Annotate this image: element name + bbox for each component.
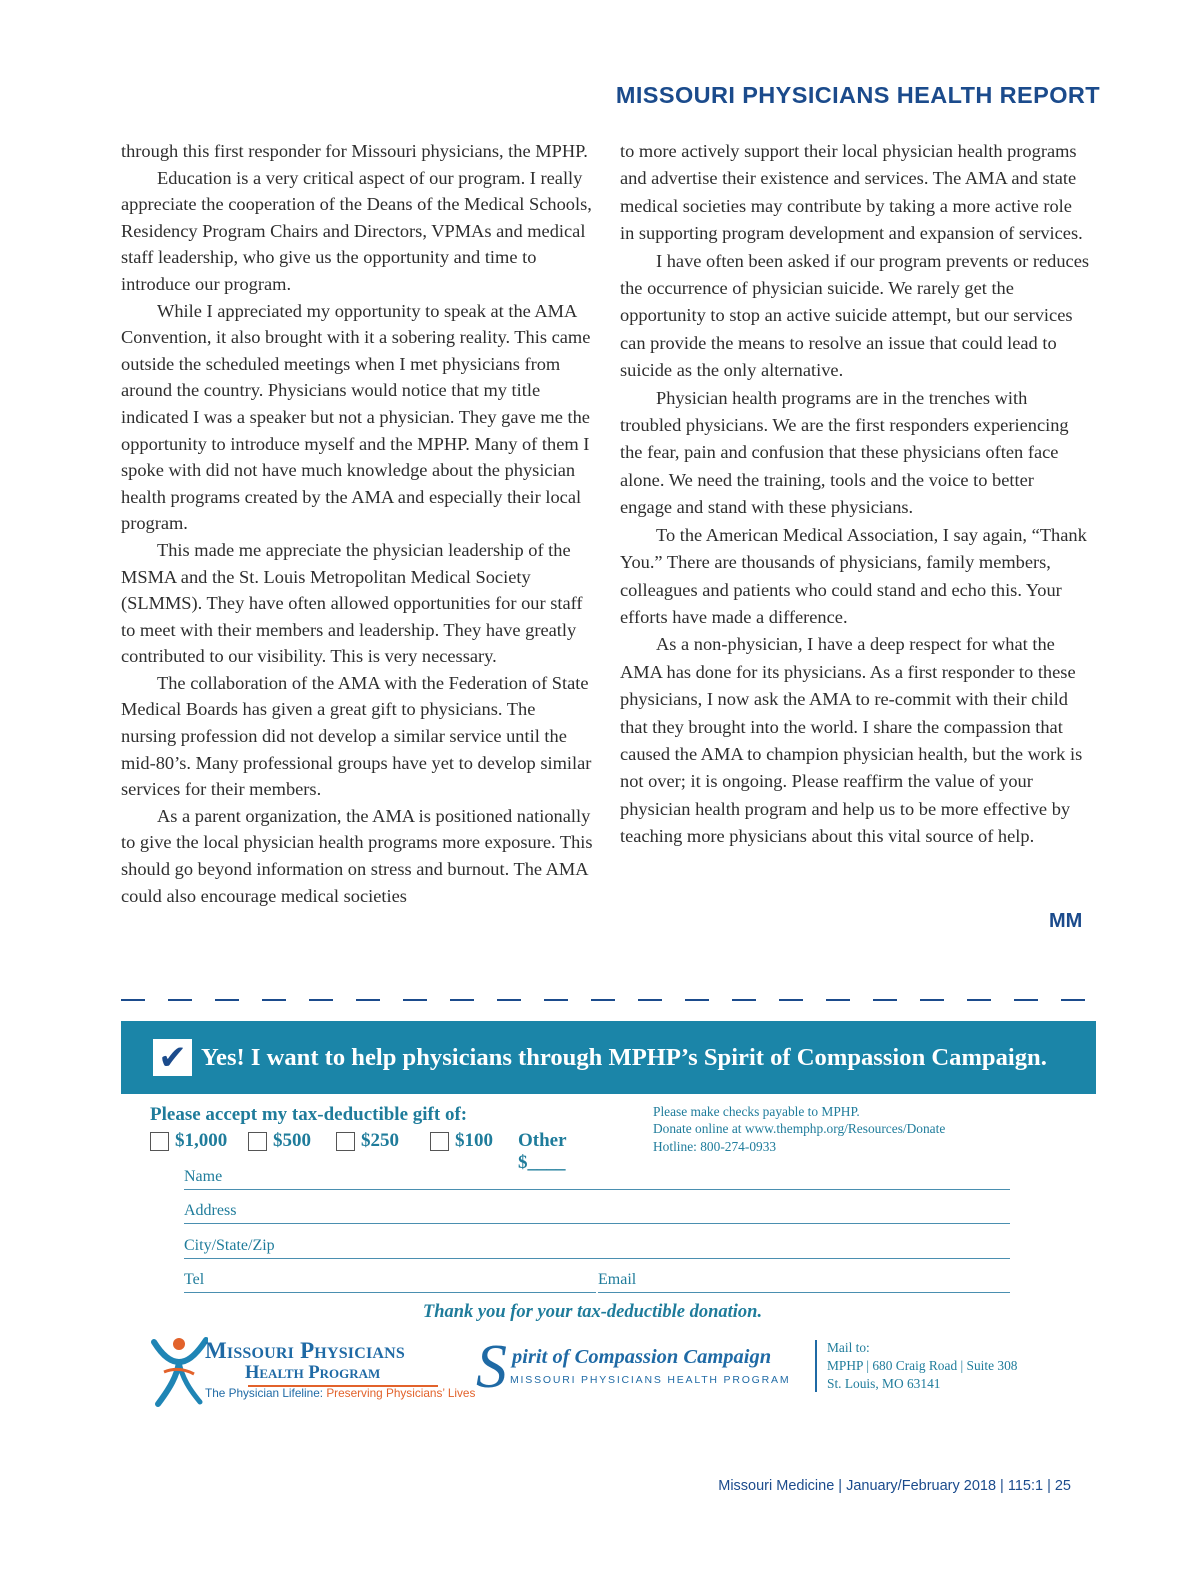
donate-online-text: Donate online at www.themphp.org/Resources/Donate [653, 1121, 946, 1137]
paragraph: While I appreciated my opportunity to speak at the AMA Convention, it also brought with it a sobering reality. This came outside the scheduled meetings when I met physicians from around the country. Physicians would notice that my title indicated I was a speaker but not a physician. They gave me the opportunity to introduce myself and the MPHP. Many of them I spoke with did not have much knowledge about the physician health programs created by the AMA and especially their local program. [121, 300, 591, 534]
mail-divider [815, 1340, 817, 1392]
name-field[interactable] [184, 1168, 1010, 1190]
address-field[interactable] [184, 1202, 1010, 1224]
checkbox-icon[interactable] [248, 1132, 267, 1151]
tel-field[interactable] [184, 1271, 596, 1293]
email-field-label: Email [598, 1271, 637, 1288]
paragraph: Physician health programs are in the trenches with troubled physicians. We are the first responders experiencing the fear, pain and confusion that these physicians often face alone. We need the training, tools and the voice to better engage and stand with these physicians. [620, 387, 1069, 518]
page-footer: Missouri Medicine | January/February 2018 | 115:1 | 25 [718, 1478, 1071, 1494]
mphp-logo [150, 1332, 476, 1408]
city-state-zip-field[interactable] [184, 1237, 1010, 1259]
spirit-logo-subtitle: MISSOURI PHYSICIANS HEALTH PROGRAM [510, 1374, 791, 1386]
mail-label: Mail to: [827, 1340, 870, 1355]
tel-field-label: Tel [184, 1271, 205, 1288]
paragraph: As a parent organization, the AMA is positioned nationally to give the local physician health programs more exposure. This should go beyond information on stress and burnout. The AMA could also encourage medical societies [121, 805, 593, 906]
gift-amount-label: $1,000 [175, 1130, 228, 1151]
mphp-logo-line2: Health Program [245, 1363, 381, 1383]
author-signature: MM [1049, 910, 1083, 932]
thank-you-note: Thank you for your tax-deductible donation. [422, 1302, 763, 1322]
mphp-tagline: The Physician Lifeline: Preserving Physicians’ Lives [205, 1386, 476, 1400]
mail-line1: MPHP | 680 Craig Road | Suite 308 [827, 1358, 1018, 1374]
mphp-logo-line1: Missouri Physicians [205, 1338, 406, 1363]
article-left-column [121, 138, 595, 909]
spirit-logo-initial: S [476, 1333, 507, 1401]
banner-heading: Yes! I want to help physicians through MPHP’s Spirit of Compassion Campaign. [201, 1043, 1047, 1071]
checkbox-icon[interactable] [430, 1132, 449, 1151]
mailing-address [827, 1339, 1017, 1394]
name-field-label: Name [184, 1168, 223, 1185]
gift-amount-label: $100 [455, 1130, 493, 1151]
gift-amount-label: $250 [361, 1130, 399, 1151]
spirit-logo-title: pirit of Compassion Campaign [512, 1346, 772, 1368]
paragraph: I have often been asked if our program prevents or reduces the occurrence of physician suicide. We rarely get the opportunity to stop an active suicide attempt, but our services can provide the means to resolve an issue that could lead to suicide as the only alternative. [620, 250, 1090, 381]
donation-banner [121, 1021, 1096, 1094]
other-amount-label: Other $____ [518, 1130, 567, 1173]
paragraph: to more actively support their local physician health programs and advertise their existence and services. The AMA and state medical societies may contribute by taking a more active role in supporting program development and expansion of services. [620, 141, 1083, 244]
paragraph: As a non-physician, I have a deep respect for what the AMA has done for its physicians. As a first responder to these physicians, I now ask the AMA to re-commit with their child that they brought into the world. I share the compassion that caused the AMA to champion physician health, but the work is not over; it is ongoing. Please reaffirm the value of your physician health program and help us to be more effective by teaching more physicians about this vital source of help. [620, 634, 1083, 847]
gift-amount-label: $500 [273, 1130, 311, 1151]
checkmark-icon: ✔ [153, 1039, 192, 1076]
paragraph: To the American Medical Association, I say again, “Thank You.” There are thousands of physicians, family members, colleagues and patients who could stand and echo this. Your efforts have made a difference. [620, 524, 1087, 627]
city-field-label: City/State/Zip [184, 1237, 275, 1254]
hotline-text: Hotline: 800-274-0933 [653, 1138, 777, 1154]
address-field-label: Address [184, 1202, 237, 1219]
cut-line-divider [121, 999, 1096, 1001]
payment-info [653, 1103, 945, 1155]
paragraph: through this first responder for Missouri physicians, the MPHP. [121, 141, 588, 161]
page-header-title: MISSOURI PHYSICIANS HEALTH REPORT [615, 82, 1100, 108]
paragraph: The collaboration of the AMA with the Federation of State Medical Boards has given a great gift to physicians. The nursing profession did not develop a similar service until the mid-80’s. Many professional groups have yet to develop similar services for their members. [121, 672, 592, 800]
gift-option-500[interactable] [248, 1130, 311, 1152]
checkbox-icon[interactable] [150, 1132, 169, 1151]
gift-label: Please accept my tax-deductible gift of: [150, 1104, 468, 1125]
spirit-of-compassion-logo [476, 1333, 791, 1401]
lifeline-figure-icon [150, 1332, 208, 1408]
checkbox-icon[interactable] [336, 1132, 355, 1151]
paragraph: Education is a very critical aspect of our program. I really appreciate the cooperation of the Deans of the Medical Schools, Residency Program Chairs and Directors, VPMAs and medical staff leadership, who give us the opportunity and time to introduce our program. [121, 167, 592, 294]
gift-option-100[interactable] [430, 1130, 493, 1152]
article-right-column [620, 138, 1090, 851]
paragraph: This made me appreciate the physician leadership of the MSMA and the St. Louis Metropolitan Medical Society (SLMMS). They have often allowed opportunities for our staff to meet with their members and leadership. They have greatly contributed to our visibility. This is very necessary. [121, 539, 583, 667]
email-field[interactable] [598, 1271, 1010, 1293]
gift-option-250[interactable] [336, 1130, 399, 1152]
checks-payable-text: Please make checks payable to MPHP. [653, 1104, 860, 1119]
mail-line2: St. Louis, MO 63141 [827, 1376, 941, 1392]
gift-option-1000[interactable] [150, 1130, 227, 1152]
